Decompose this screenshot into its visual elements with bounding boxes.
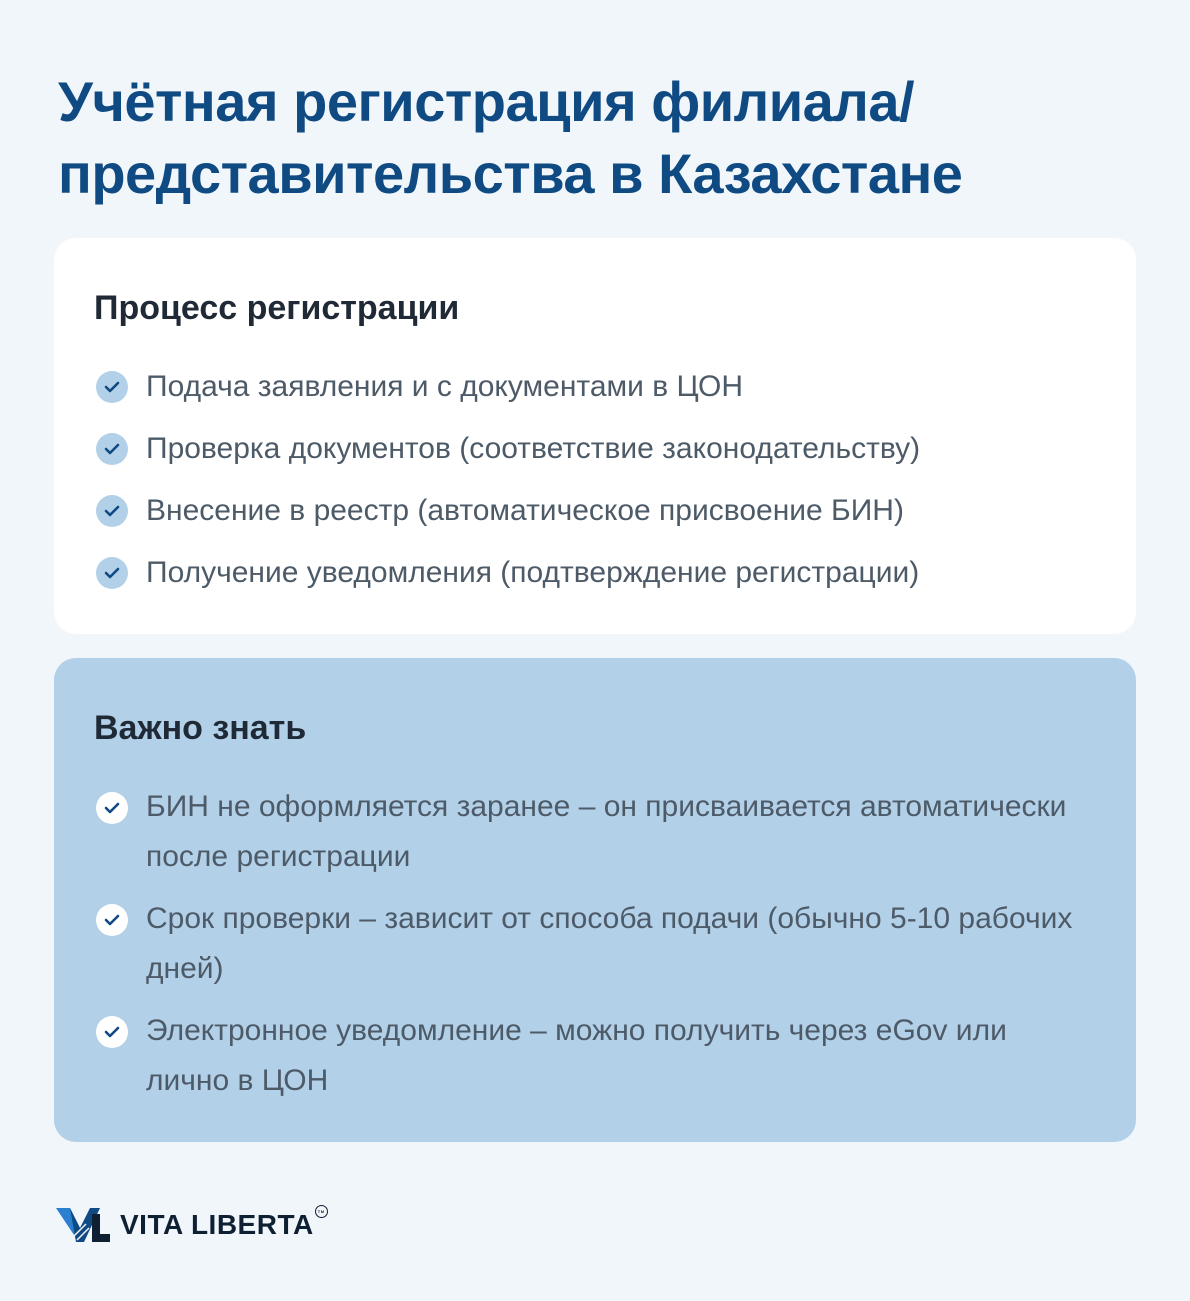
check-circle-icon (96, 495, 128, 527)
check-circle-icon (96, 371, 128, 403)
important-info-card (54, 658, 1136, 1142)
brand-name-text: VITA LIBERTA (120, 1209, 314, 1240)
check-circle-icon (96, 557, 128, 589)
list-item-text: Проверка документов (соответствие законодательству) (146, 432, 921, 465)
list-item (94, 418, 1096, 480)
list-item (94, 1006, 1096, 1106)
page-title (58, 66, 1138, 210)
list-item (94, 542, 1096, 604)
trademark-symbol: TM (315, 1205, 328, 1218)
page-title-line-1: Учётная регистрация филиала/ (58, 70, 915, 133)
list-item-text: Подача заявления и с документами в ЦОН (146, 370, 744, 403)
list-item (94, 894, 1096, 994)
check-circle-icon (96, 433, 128, 465)
list-item (94, 480, 1096, 542)
important-info-list (94, 782, 1096, 1118)
list-item-text: Внесение в реестр (автоматическое присвоение БИН) (146, 494, 904, 527)
list-item (94, 782, 1096, 882)
list-item-text: Срок проверки – зависит от способа подачи (обычно 5-10 рабочих дней) (146, 902, 1073, 985)
vita-liberta-logo-icon (56, 1204, 110, 1246)
check-circle-icon (96, 1016, 128, 1048)
registration-process-card (54, 238, 1136, 634)
registration-process-list (94, 356, 1096, 604)
page-title-line-2: представительства в Казахстане (58, 142, 963, 205)
important-info-heading: Важно знать (94, 709, 307, 747)
brand-name (120, 1209, 325, 1241)
brand-logo (56, 1203, 325, 1247)
registration-process-heading: Процесс регистрации (94, 289, 460, 327)
list-item-text: Электронное уведомление – можно получить через eGov или лично в ЦОН (146, 1014, 1007, 1097)
check-circle-icon (96, 904, 128, 936)
list-item-text: БИН не оформляется заранее – он присваивается автоматически после регистрации (146, 790, 1067, 873)
list-item-text: Получение уведомления (подтверждение регистрации) (146, 556, 920, 589)
check-circle-icon (96, 792, 128, 824)
list-item (94, 356, 1096, 418)
